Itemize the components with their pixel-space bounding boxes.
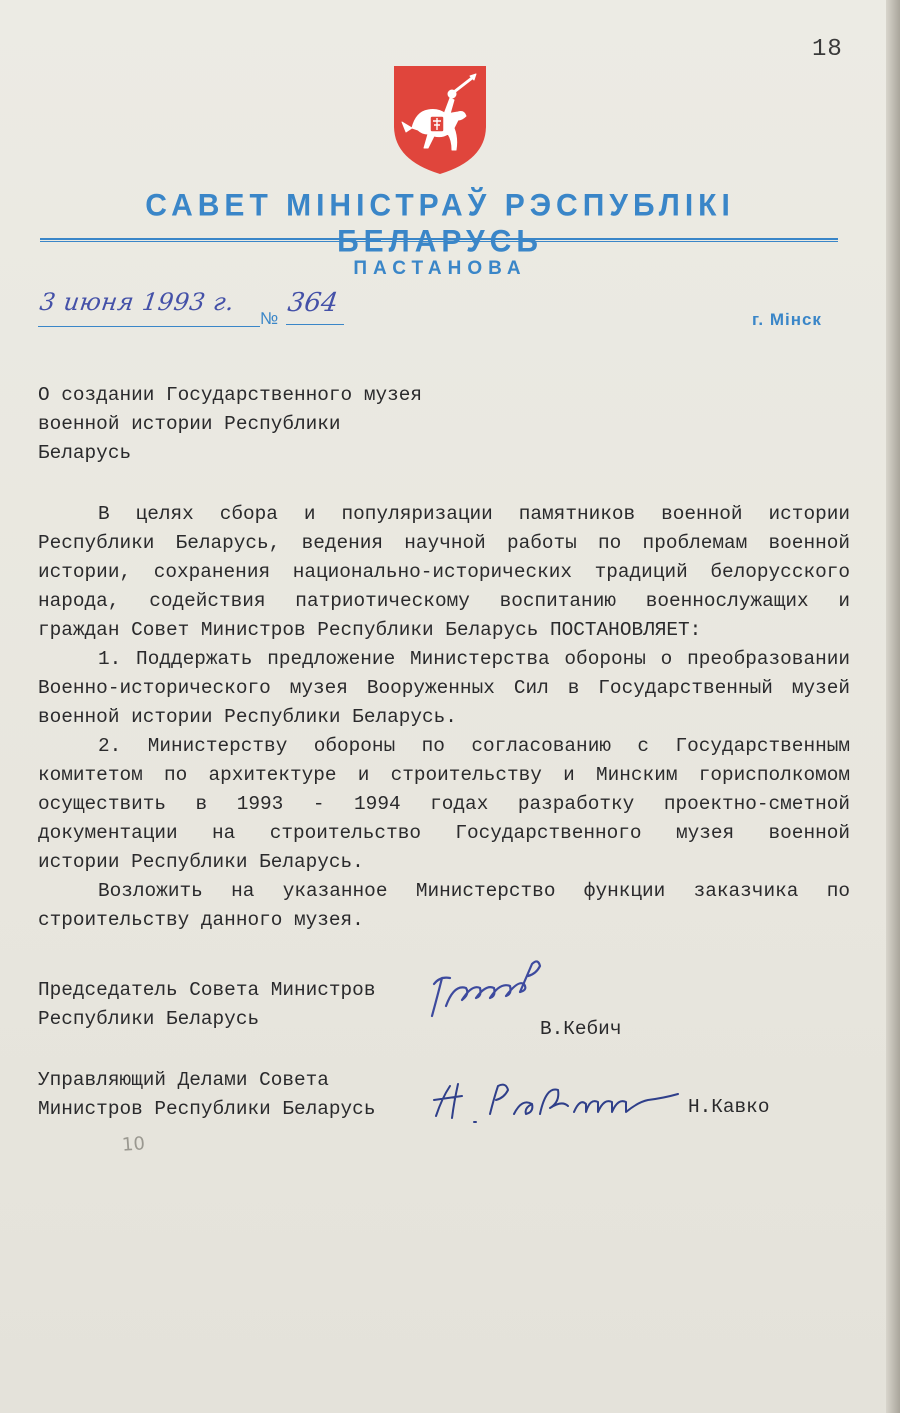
manager-signature: [428, 1068, 684, 1128]
manager-title: [38, 1066, 375, 1124]
letterhead-title: САВЕТ МІНІСТРАЎ РЭСПУБЛІКІ БЕЛАРУСЬ: [145, 188, 735, 259]
subject-heading: [38, 381, 488, 468]
body-line: Военно-исторического музея Вооруженных Сил в Государственный музей: [38, 677, 850, 699]
body-line: истории, сохранения национально-исторических традиций белорусского: [38, 561, 850, 583]
handwritten-date: 3 июня 1993 г.: [38, 288, 237, 316]
subject-line: О создании Государственного музея: [38, 384, 422, 406]
body-line: Возложить на указанное Министерство функции заказчика по: [98, 880, 850, 902]
body-line: комитетом по архитектуре и строительству и Минским горисполкомом: [38, 764, 850, 786]
chair-name: В.Кебич: [540, 1018, 622, 1040]
chair-signature: [420, 954, 560, 1024]
body-line: строительству данного музея.: [38, 909, 364, 931]
body-line: документации на строительство Государственного музея военной: [38, 822, 850, 844]
chair-title-line: Республики Беларусь: [38, 1008, 260, 1030]
body-line: В целях сбора и популяризации памятников военной истории: [98, 503, 850, 525]
number-sign: №: [260, 309, 279, 328]
document-type: ПАСТАНОВА: [353, 258, 527, 279]
body-line: Республики Беларусь, ведения научной работы по проблемам военной: [38, 532, 850, 554]
manager-title-line: Управляющий Делами Совета: [38, 1069, 329, 1091]
letterhead-rule: [40, 238, 838, 242]
handwritten-number: 364: [285, 288, 340, 318]
subject-line: Беларусь: [38, 442, 132, 464]
body-line: 1. Поддержать предложение Министерства обороны о преобразовании: [98, 648, 850, 670]
manager-title-line: Министров Республики Беларусь: [38, 1098, 376, 1120]
body-line: граждан Совет Министров Республики Беларусь ПОСТАНОВЛЯЕТ:: [38, 619, 702, 641]
place-of-issue: г. Мінск: [752, 310, 822, 329]
body-line: военной истории Республики Беларусь.: [38, 706, 457, 728]
pencil-mark: 10: [121, 1133, 146, 1156]
chair-title-line: Председатель Совета Министров: [38, 979, 376, 1001]
pahonia-emblem-icon: [392, 64, 488, 176]
body-line: народа, содействия патриотическому воспитанию военнослужащих и: [38, 590, 850, 612]
date-underline: [38, 326, 260, 327]
page-edge: [886, 0, 900, 1413]
number-underline: [286, 324, 344, 325]
subject-line: военной истории Республики: [38, 413, 341, 435]
body-line: 2. Министерству обороны по согласованию с Государственным: [98, 735, 850, 757]
body-line: истории Республики Беларусь.: [38, 851, 364, 873]
sheet-number: 18: [812, 36, 843, 63]
manager-name: Н.Кавко: [688, 1096, 770, 1118]
resolution-body: [38, 500, 850, 935]
body-line: осуществить в 1993 - 1994 годах разработку проектно-сметной: [38, 793, 850, 815]
chair-title: [38, 976, 375, 1034]
